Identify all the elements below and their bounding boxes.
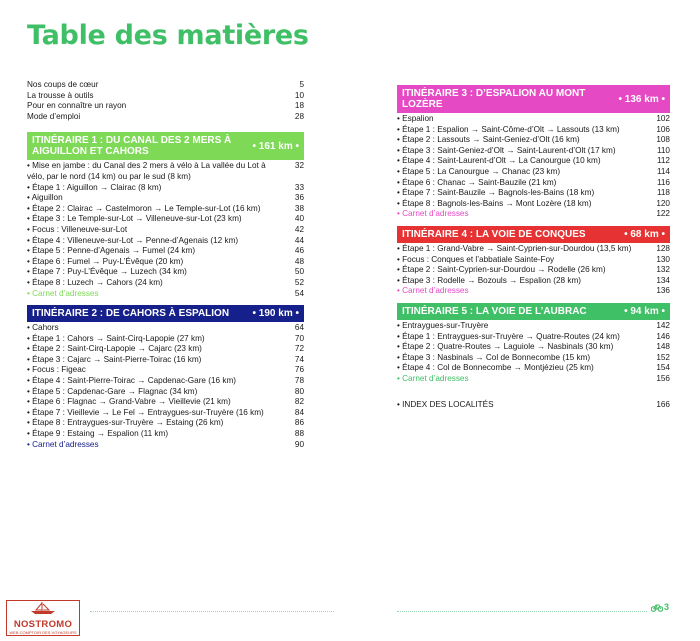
toc-entry-label: Pour en connaître un rayon bbox=[27, 101, 127, 111]
page-number: 3 bbox=[664, 602, 670, 612]
footer-divider-left bbox=[90, 611, 334, 612]
toc-entry-page: 116 bbox=[656, 177, 670, 187]
toc-entry-page: 48 bbox=[294, 256, 304, 266]
toc-entry-label: La trousse à outils bbox=[27, 90, 94, 100]
toc-entry-label: • Étape 1 : Aiguillon → Clairac (8 km) bbox=[27, 182, 162, 192]
toc-entry bbox=[27, 355, 304, 366]
toc-entry bbox=[397, 199, 670, 210]
publisher-logo bbox=[6, 600, 80, 636]
toc-entry bbox=[27, 112, 304, 123]
toc-entry-label: • Entraygues-sur-Truyère bbox=[397, 320, 489, 330]
toc-entry bbox=[397, 400, 670, 411]
toc-entry-label: • Carnet d’adresses bbox=[397, 373, 469, 383]
toc-entry-page: 90 bbox=[294, 439, 304, 449]
toc-entry-label: • Étape 3 : Nasbinals → Col de Bonnecombe (15 km) bbox=[397, 352, 591, 362]
itinerary-title: ITINÉRAIRE 5 : LA VOIE DE L’AUBRAC bbox=[402, 305, 587, 317]
toc-entry-label: • Focus : Conques et l’abbatiale Sainte-Foy bbox=[397, 254, 555, 264]
toc-entry-page: 132 bbox=[656, 265, 670, 275]
toc-entry-label: • Étape 2 : Saint-Cyprien-sur-Dourdou → Rodelle (26 km) bbox=[397, 265, 606, 275]
toc-entry bbox=[397, 125, 670, 136]
toc-entry-label: • Étape 2 : Saint-Cirq-Lapopie → Cajarc (23 km) bbox=[27, 344, 202, 354]
toc-entry-page: 146 bbox=[656, 331, 670, 341]
page-title: Table des matières bbox=[27, 20, 309, 51]
toc-entry-page: 102 bbox=[656, 114, 670, 123]
toc-entry-page: 64 bbox=[294, 323, 304, 333]
toc-entry bbox=[397, 156, 670, 167]
toc-entry-page: 152 bbox=[656, 352, 670, 362]
toc-entry bbox=[27, 344, 304, 355]
toc-entry bbox=[27, 101, 304, 112]
toc-entry-label: • Étape 2 : Quatre-Routes → Laguiole → Nasbinals (30 km) bbox=[397, 342, 614, 352]
toc-entry-label: • Étape 3 : Le Temple-sur-Lot → Villeneuve-sur-Lot (23 km) bbox=[27, 214, 242, 224]
toc-entry-label: • Étape 3 : Saint-Geniez-d’Olt → Saint-Laurent-d’Olt (17 km) bbox=[397, 145, 616, 155]
ship-icon bbox=[28, 601, 58, 615]
itinerary-header bbox=[397, 85, 670, 113]
itinerary-4 bbox=[397, 226, 670, 297]
footer-divider-right bbox=[397, 611, 647, 612]
toc-left-column bbox=[27, 80, 304, 456]
toc-entry-page: 88 bbox=[294, 429, 304, 439]
toc-entry-page: 120 bbox=[656, 198, 670, 208]
toc-entry bbox=[397, 255, 670, 266]
toc-entry-label: • Étape 5 : Capdenac-Gare → Flagnac (34 km) bbox=[27, 386, 198, 396]
itinerary-header bbox=[27, 305, 304, 322]
toc-entry bbox=[27, 204, 304, 215]
toc-entry-label: • Étape 4 : Col de Bonnecombe → Montjézieu (25 km) bbox=[397, 363, 594, 373]
toc-entry-page: 130 bbox=[656, 254, 670, 264]
itinerary-header bbox=[27, 132, 304, 160]
toc-entry-page: 156 bbox=[656, 373, 670, 383]
toc-entry-page: 118 bbox=[656, 188, 670, 198]
toc-entry bbox=[27, 214, 304, 225]
toc-entry-label: • Étape 6 : Fumel → Puy-L’Évêque (20 km) bbox=[27, 256, 184, 266]
intro-list bbox=[27, 80, 304, 127]
itinerary-distance: • 94 km • bbox=[624, 305, 665, 317]
toc-entry-page: 78 bbox=[294, 376, 304, 386]
itinerary-distance: • 190 km • bbox=[252, 308, 299, 320]
toc-entry bbox=[27, 267, 304, 278]
toc-entry-page: 28 bbox=[294, 111, 304, 121]
toc-entry-page: 38 bbox=[294, 203, 304, 213]
toc-entry-label: • Étape 8 : Entraygues-sur-Truyère → Estaing (26 km) bbox=[27, 418, 224, 428]
itinerary-title: ITINÉRAIRE 3 : D’ESPALION AU MONT LOZÈRE bbox=[402, 88, 586, 110]
toc-entry-label: • Carnet d’adresses bbox=[397, 209, 469, 219]
toc-entry bbox=[397, 167, 670, 178]
toc-entry-page: 154 bbox=[656, 363, 670, 373]
toc-entry-label: • Mise en jambe : du Canal des 2 mers à vélo à La vallée du Lot à vélo, par le nord (14 km) ou par le sud (8 km) bbox=[27, 161, 266, 181]
toc-entry-label: • Étape 1 : Espalion → Saint-Côme-d’Olt → Lassouts (13 km) bbox=[397, 124, 620, 134]
toc-entry-page: 40 bbox=[294, 214, 304, 224]
toc-entry bbox=[27, 429, 304, 440]
index-entry bbox=[397, 400, 670, 411]
toc-entry-label: • Étape 8 : Bagnols-les-Bains → Mont Lozère (18 km) bbox=[397, 198, 592, 208]
toc-entry bbox=[397, 321, 670, 332]
toc-entry-label: • Carnet d’adresses bbox=[397, 286, 469, 296]
toc-entry bbox=[27, 80, 304, 91]
toc-entry bbox=[27, 278, 304, 289]
toc-entry bbox=[27, 418, 304, 429]
itinerary-entries bbox=[27, 161, 304, 299]
toc-entry bbox=[27, 225, 304, 236]
toc-entry-page: 122 bbox=[656, 209, 670, 219]
toc-entry-page: 128 bbox=[656, 243, 670, 253]
toc-entry-label: • Étape 7 : Puy-L’Évêque → Luzech (34 km) bbox=[27, 267, 187, 277]
itinerary-distance: • 136 km • bbox=[618, 93, 665, 105]
itinerary-header bbox=[397, 303, 670, 320]
toc-entry bbox=[397, 135, 670, 146]
toc-entry bbox=[397, 276, 670, 287]
itinerary-header bbox=[397, 226, 670, 243]
toc-entry-page: 114 bbox=[656, 166, 670, 176]
toc-entry-label: • Focus : Villeneuve-sur-Lot bbox=[27, 224, 128, 234]
toc-entry-label: • Carnet d’adresses bbox=[27, 439, 99, 449]
toc-entry-page: 148 bbox=[656, 342, 670, 352]
toc-entry-page: 70 bbox=[294, 333, 304, 343]
toc-entry-label: • Cahors bbox=[27, 323, 59, 333]
toc-entry-page: 54 bbox=[294, 288, 304, 298]
toc-entry-label: • INDEX DES LOCALITÉS bbox=[397, 400, 494, 410]
toc-entry bbox=[27, 183, 304, 194]
toc-entry-label: • Étape 4 : Saint-Laurent-d’Olt → La Canourgue (10 km) bbox=[397, 156, 601, 166]
toc-entry-page: 42 bbox=[294, 224, 304, 234]
toc-entry-page: 76 bbox=[294, 365, 304, 375]
toc-entry-page: 106 bbox=[656, 124, 670, 134]
toc-entry bbox=[397, 188, 670, 199]
toc-entry-label: • Étape 3 : Rodelle → Bozouls → Espalion (28 km) bbox=[397, 275, 581, 285]
toc-entry bbox=[27, 161, 304, 182]
toc-entry bbox=[397, 363, 670, 374]
itinerary-title: ITINÉRAIRE 2 : DE CAHORS À ESPALION bbox=[32, 308, 230, 320]
toc-entry-label: • Étape 6 : Chanac → Saint-Bauzile (21 km) bbox=[397, 177, 557, 187]
toc-entry bbox=[27, 91, 304, 102]
toc-entry bbox=[397, 332, 670, 343]
toc-entry-page: 10 bbox=[294, 90, 304, 100]
toc-entry-page: 142 bbox=[656, 320, 670, 330]
toc-entry-page: 46 bbox=[294, 246, 304, 256]
toc-entry-page: 80 bbox=[294, 386, 304, 396]
toc-entry-page: 5 bbox=[299, 80, 304, 89]
itinerary-5 bbox=[397, 303, 670, 385]
toc-entry bbox=[27, 365, 304, 376]
toc-entry bbox=[27, 334, 304, 345]
toc-entry-carnet bbox=[27, 289, 304, 300]
itinerary-title: ITINÉRAIRE 4 : LA VOIE DE CONQUES bbox=[402, 228, 586, 240]
toc-entry-label: • Étape 7 : Saint-Bauzile → Bagnols-les-Bains (18 km) bbox=[397, 188, 595, 198]
toc-entry bbox=[397, 265, 670, 276]
toc-entry-label: • Étape 3 : Cajarc → Saint-Pierre-Toirac (16 km) bbox=[27, 354, 202, 364]
toc-entry-page: 44 bbox=[294, 235, 304, 245]
toc-entry-page: 33 bbox=[294, 182, 304, 192]
itinerary-3 bbox=[397, 85, 670, 220]
toc-entry-page: 110 bbox=[656, 145, 670, 155]
toc-entry-label: • Étape 5 : La Canourgue → Chanac (23 km) bbox=[397, 166, 561, 176]
itinerary-title: ITINÉRAIRE 1 : DU CANAL DES 2 MERS À AIGUILLON ET CAHORS bbox=[32, 135, 232, 158]
itinerary-entries bbox=[27, 323, 304, 450]
toc-entry bbox=[397, 114, 670, 125]
toc-entry bbox=[27, 408, 304, 419]
toc-entry-page: 72 bbox=[294, 344, 304, 354]
toc-entry-carnet bbox=[27, 440, 304, 451]
logo-name: NOSTROMO bbox=[13, 619, 73, 630]
toc-entry-label: • Étape 2 : Clairac → Castelmoron → Le Temple-sur-Lot (16 km) bbox=[27, 203, 261, 213]
toc-entry-page: 52 bbox=[294, 277, 304, 287]
toc-entry-page: 32 bbox=[294, 161, 304, 171]
toc-entry-label: • Étape 6 : Flagnac → Grand-Vabre → Vieillevie (21 km) bbox=[27, 397, 231, 407]
toc-entry bbox=[27, 257, 304, 268]
toc-entry-page: 36 bbox=[294, 193, 304, 203]
itinerary-entries bbox=[397, 321, 670, 385]
toc-entry-label: Mode d’emploi bbox=[27, 111, 81, 121]
toc-entry-label: • Étape 7 : Vieillevie → Le Fel → Entraygues-sur-Truyère (16 km) bbox=[27, 407, 264, 417]
toc-entry-label: • Étape 1 : Cahors → Saint-Cirq-Lapopie (27 km) bbox=[27, 333, 205, 343]
itinerary-2 bbox=[27, 305, 304, 450]
toc-entry-page: 166 bbox=[656, 400, 670, 410]
toc-entry-page: 50 bbox=[294, 267, 304, 277]
bicycle-icon bbox=[651, 603, 663, 612]
toc-entry bbox=[27, 387, 304, 398]
toc-entry-page: 84 bbox=[294, 407, 304, 417]
toc-entry-label: • Étape 1 : Entraygues-sur-Truyère → Quatre-Routes (24 km) bbox=[397, 331, 620, 341]
toc-entry bbox=[27, 193, 304, 204]
logo-tagline: WEB COMPTOIR DES VOYAGEURS bbox=[9, 630, 77, 635]
toc-right-column bbox=[397, 80, 670, 411]
toc-entry-label: • Aiguillon bbox=[27, 193, 63, 203]
toc-entry-label: • Étape 1 : Grand-Vabre → Saint-Cyprien-sur-Dourdou (13,5 km) bbox=[397, 243, 632, 253]
toc-entry bbox=[27, 376, 304, 387]
toc-entry-carnet bbox=[397, 286, 670, 297]
toc-entry bbox=[27, 236, 304, 247]
toc-entry bbox=[397, 146, 670, 157]
toc-entry-label: • Étape 4 : Villeneuve-sur-Lot → Penne-d’Agenais (12 km) bbox=[27, 235, 239, 245]
toc-entry-carnet bbox=[397, 209, 670, 220]
toc-entry bbox=[27, 323, 304, 334]
toc-entry bbox=[397, 244, 670, 255]
toc-entry-label: • Carnet d’adresses bbox=[27, 288, 99, 298]
toc-entry-label: • Focus : Figeac bbox=[27, 365, 86, 375]
itinerary-entries bbox=[397, 114, 670, 220]
toc-entry-label: • Étape 2 : Lassouts → Saint-Geniez-d’Olt (16 km) bbox=[397, 135, 580, 145]
toc-entry bbox=[27, 397, 304, 408]
toc-entry-label: • Étape 4 : Saint-Pierre-Toirac → Capdenac-Gare (16 km) bbox=[27, 376, 236, 386]
toc-entry-page: 74 bbox=[294, 354, 304, 364]
toc-entry bbox=[27, 246, 304, 257]
toc-entry-page: 86 bbox=[294, 418, 304, 428]
toc-entry-page: 82 bbox=[294, 397, 304, 407]
toc-entry bbox=[397, 342, 670, 353]
toc-entry-page: 136 bbox=[656, 286, 670, 296]
toc-entry-label: • Étape 9 : Estaing → Espalion (11 km) bbox=[27, 429, 169, 439]
toc-entry-carnet bbox=[397, 374, 670, 385]
itinerary-entries bbox=[397, 244, 670, 297]
toc-entry bbox=[397, 178, 670, 189]
toc-entry-page: 108 bbox=[656, 135, 670, 145]
itinerary-distance: • 68 km • bbox=[624, 228, 665, 240]
itinerary-distance: • 161 km • bbox=[252, 140, 299, 152]
toc-entry bbox=[397, 353, 670, 364]
toc-entry-page: 134 bbox=[656, 275, 670, 285]
toc-entry-label: • Étape 8 : Luzech → Cahors (24 km) bbox=[27, 277, 163, 287]
toc-entry-page: 112 bbox=[656, 156, 670, 166]
toc-entry-label: Nos coups de cœur bbox=[27, 80, 99, 89]
toc-entry-label: • Espalion bbox=[397, 114, 434, 123]
itinerary-1 bbox=[27, 132, 304, 299]
toc-entry-page: 18 bbox=[294, 101, 304, 111]
toc-entry-label: • Étape 5 : Penne-d’Agenais → Fumel (24 km) bbox=[27, 246, 196, 256]
